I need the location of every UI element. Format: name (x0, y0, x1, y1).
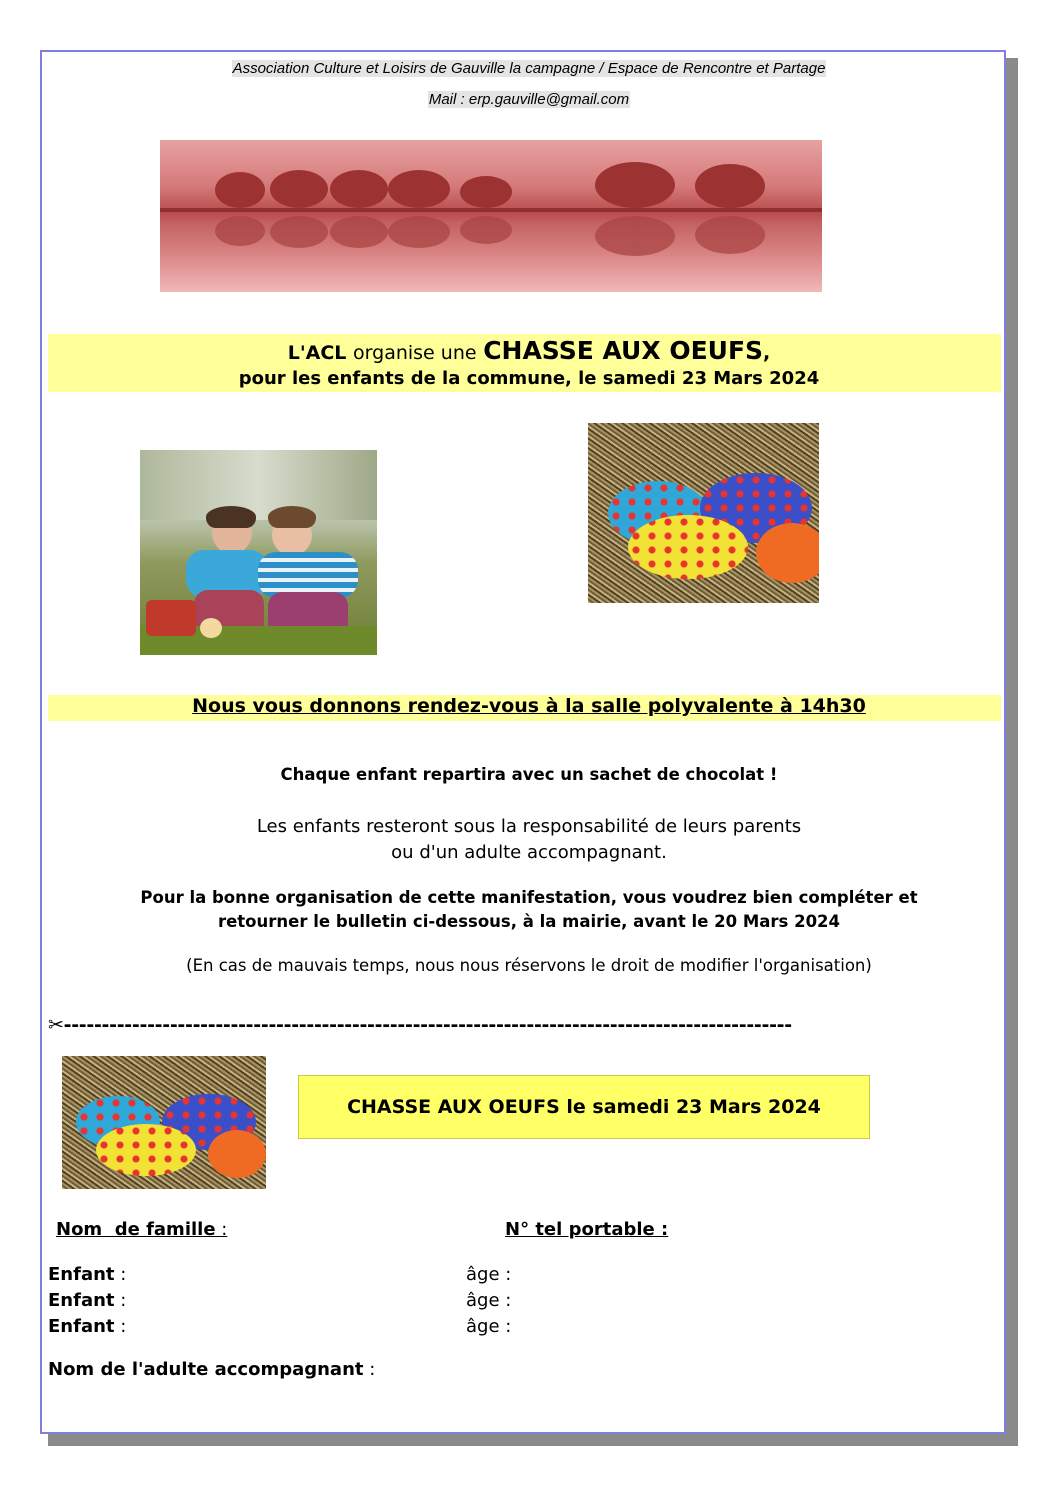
reflection-shape (595, 216, 675, 256)
header-association (0, 60, 1058, 77)
child-hair (206, 506, 256, 528)
family-name-field[interactable] (56, 1219, 227, 1240)
age-field-3[interactable]: âge : (466, 1316, 512, 1337)
adult-colon: : (363, 1359, 376, 1380)
chocolate-text: Chaque enfant repartira avec un sachet de chocolat ! (280, 765, 778, 784)
rendezvous-text: Nous vous donnons rendez-vous à la salle polyvalente à 14h30 (192, 695, 866, 717)
dashes: ------------------------------------------------------------------------------------------------ (63, 1014, 792, 1036)
age-field-2[interactable]: âge : (466, 1290, 512, 1311)
child-label: Enfant (48, 1264, 115, 1285)
egg-yellow (96, 1124, 196, 1176)
adult-name-field[interactable] (48, 1359, 375, 1380)
reflection-shape (215, 216, 265, 246)
responsibility-line1: Les enfants resteront sous la responsabilité de leurs parents (256, 816, 802, 837)
tree-shape (595, 162, 675, 208)
child-field-2[interactable] (48, 1290, 126, 1311)
responsibility-line2: ou d'un adulte accompagnant. (391, 842, 667, 863)
phone-label: N° tel portable : (505, 1219, 669, 1240)
reflection-shape (695, 216, 765, 254)
event-title: CHASSE AUX OEUFS (483, 336, 764, 365)
weather-text: (En cas de mauvais temps, nous nous réservons le droit de modifier l'organisation) (186, 956, 872, 975)
banner-image (160, 140, 822, 292)
reflection-shape (460, 216, 512, 244)
age-field-1[interactable]: âge : (466, 1264, 512, 1285)
child-colon: : (114, 1316, 127, 1337)
child-label: Enfant (48, 1290, 115, 1311)
scissors-icon: ✂ (48, 1014, 64, 1036)
basket-shape (146, 600, 196, 636)
cut-line (48, 1014, 792, 1036)
acl-text: L'ACL (287, 342, 347, 364)
children-photo (140, 450, 377, 655)
tree-shape (460, 176, 512, 208)
child-field-3[interactable] (48, 1316, 126, 1337)
egg-orange (756, 523, 819, 583)
child-field-1[interactable] (48, 1264, 126, 1285)
easter-eggs-photo-small (62, 1056, 266, 1189)
chick-toy (200, 618, 222, 638)
phone-field[interactable] (505, 1219, 668, 1240)
association-text: Association Culture et Loisirs de Gauville la campagne / Espace de Rencontre et Partage (232, 60, 826, 77)
tree-shape (215, 172, 265, 208)
child-label: Enfant (48, 1316, 115, 1337)
child-colon: : (114, 1264, 127, 1285)
family-name-colon: : (215, 1219, 228, 1240)
egg-orange (208, 1130, 266, 1178)
organisation-line1: Pour la bonne organisation de cette manifestation, vous voudrez bien compléter et (140, 888, 918, 907)
organise-text: organise une (353, 342, 477, 364)
tree-shape (388, 170, 450, 208)
egg-yellow (628, 515, 748, 579)
comma-text: , (763, 342, 771, 364)
announcement-line2: pour les enfants de la commune, le samedi 23 Mars 2024 (238, 368, 820, 389)
tree-shape (330, 170, 388, 208)
child-hair (268, 506, 316, 528)
slip-title-box (298, 1075, 870, 1139)
easter-eggs-photo (588, 423, 819, 603)
slip-title: CHASSE AUX OEUFS le samedi 23 Mars 2024 (347, 1096, 821, 1118)
tree-shape (270, 170, 328, 208)
tree-shape (695, 164, 765, 208)
organisation-line2: retourner le bulletin ci-dessous, à la mairie, avant le 20 Mars 2024 (217, 912, 841, 931)
mail-text: Mail : erp.gauville@gmail.com (428, 91, 630, 108)
adult-label: Nom de l'adulte accompagnant (48, 1359, 364, 1380)
child-colon: : (114, 1290, 127, 1311)
reflection-shape (330, 216, 388, 248)
reflection-shape (270, 216, 328, 248)
announcement-line1 (0, 336, 1058, 365)
shoreline (160, 208, 822, 212)
photo-background (140, 450, 377, 520)
reflection-shape (388, 216, 450, 248)
header-mail (0, 91, 1058, 108)
family-name-label: Nom de famille (56, 1219, 216, 1240)
